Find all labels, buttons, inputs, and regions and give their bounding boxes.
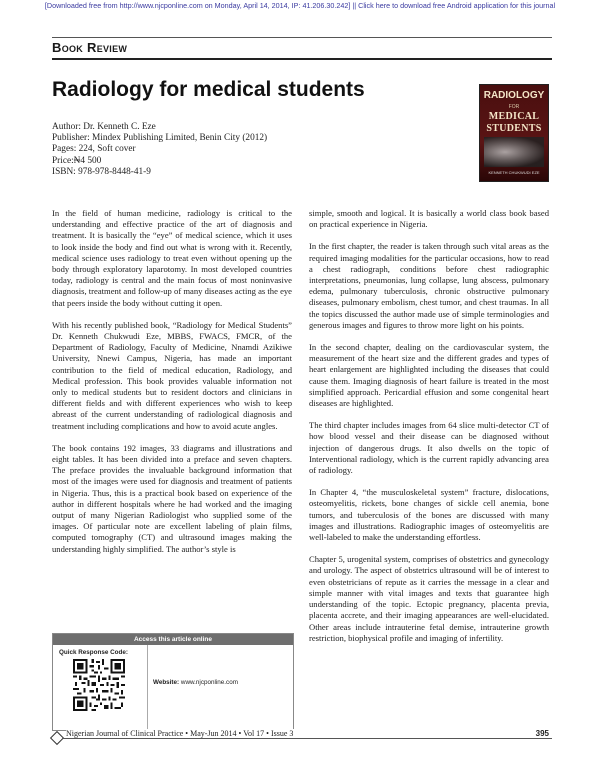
paragraph: In the second chapter, dealing on the cardiovascular system, the measurement of the heart size and the different grades and types of heart enlargement are highlighted including the diseases that could cause them. Imaging diagnosis of heart failure is treated in the most simplified approach. Pericardial effusion and some congenital heart diseases are highlighted. bbox=[309, 342, 549, 409]
cover-line-1: RADIOLOGY bbox=[483, 90, 545, 101]
access-article-box bbox=[52, 633, 294, 731]
book-cover-image bbox=[479, 84, 549, 182]
footer-journal-info: Nigerian Journal of Clinical Practice • May-Jun 2014 • Vol 17 • Issue 3 bbox=[66, 729, 297, 738]
section-label: Book Review bbox=[52, 40, 128, 55]
cover-line-4: STUDENTS bbox=[486, 123, 542, 134]
body-column-right bbox=[309, 208, 549, 655]
paragraph: In Chapter 4, “the musculoskeletal system” fracture, dislocations, osteomyelitis, rickets, bone changes of sickle cell anemia, bone tumors, and tuberculosis of the bones are discussed with many images and illustrations. Radiographic images of osteomyelitis are well-labeled to make the understanding effortless. bbox=[309, 487, 549, 543]
paragraph: In the first chapter, the reader is taken through such vital areas as the required imaging modalities for the particular occasions, how to read a chest radiograph, conditions before chest radiographic interpretations, pneumonias, lung collapse, lung abscess, pulmonary edema, pulmonary tuberculosis, chronic obstructive pulmonary diseases, pulmonary embolism, chest tumor, and chest traumas. In all the topics discussed the author made use of simple terminologies and generous images and figures to throw more light on his points. bbox=[309, 241, 549, 330]
meta-price: Price:₦4 500 bbox=[52, 155, 102, 166]
book-metadata bbox=[52, 122, 267, 178]
paragraph: In the field of human medicine, radiology is critical to the understanding and effective practice of the art of diagnosis and treatment. It is basically the “eye” of medical science, which it uses to look inside the body and find out what is wrong with it. Recently, medical science uses radiology to treat even without opening up the body through exploratory laparotomy. In most developed countries today, radiology is central and the main focus of most noninvasive diagnosis, treatment and follow-up of many diseases acting as the eye that peers inside the body without cutting it open. bbox=[52, 208, 292, 308]
cover-author: KENNETH CHUKWUDI EZE bbox=[488, 170, 540, 175]
access-box-header: Access this article online bbox=[53, 634, 293, 645]
website-url-link[interactable]: www.njcponline.com bbox=[180, 679, 238, 686]
paragraph: The book contains 192 images, 33 diagrams and illustrations and eight tables. It has been divided into a preface and seven chapters. The preface provides the invaluable background information that most of the images were used for diagnosis and treatment of patients in Nigeria. Thus, this is a practical book based on experience of the author in different hospitals where he had worked and the imaging output of many Nigerian Radiologist who supplied some of the images. Of particular note are excellent labeling of plain films, computed tomography (CT) and ultrasound images making the understanding highly simplified. The author’s style is bbox=[52, 442, 292, 554]
cover-xray-image bbox=[484, 137, 544, 167]
meta-isbn: ISBN: 978-978-8448-41-9 bbox=[52, 166, 151, 177]
paragraph: With his recently published book, “Radiology for Medical Students” Dr. Kenneth Chukwudi Eze, MBBS, FWACS, FMCR, of the Department of Radiology, Faculty of Medicine, Nnamdi Azikiwe University, Nnewi Campus, Nigeria, has made an important contribution to the field of medical education, Radiology, and Medical profession. This book provides valuable information not only to medical students but to resident doctors and clinicians in different fields and with different experiences who wish to keep abreast of the current understanding of radiological diagnosis and treatment including complications and how to avoid acute angles. bbox=[52, 319, 292, 431]
section-rule-bottom bbox=[52, 58, 552, 60]
qr-label: Quick Response Code: bbox=[59, 649, 128, 656]
access-box-divider bbox=[147, 645, 148, 730]
paragraph: The third chapter includes images from 64 slice multi-detector CT of how blood vessel and their disease can be diagnosed without injection of dangerous drugs. It also dwells on the topic of Interventional radiology, which is the current rapidly advancing area of radiology. bbox=[309, 420, 549, 476]
qr-code-icon[interactable] bbox=[73, 659, 125, 711]
article-title: Radiology for medical students bbox=[52, 78, 365, 101]
cover-line-2: FOR bbox=[508, 104, 520, 110]
footer-page-number: 395 bbox=[523, 729, 549, 738]
body-column-left bbox=[52, 208, 292, 566]
meta-pages: Pages: 224, Soft cover bbox=[52, 144, 136, 155]
paragraph: simple, smooth and logical. It is basically a world class book based on practical experience in Nigeria. bbox=[309, 208, 549, 230]
download-banner-link[interactable]: [Downloaded free from http://www.njcponline.com on Monday, April 14, 2014, IP: 41.206.30.242] || Click here to download free Android application for this journal bbox=[44, 1, 556, 10]
paragraph: Chapter 5, urogenital system, comprises of obstetrics and gynecology and urology. The aspect of obstetrics ultrasound will be of interest to even obstetricians of repute as it carries the message in a clear and simple manner with vital images and texts that guarantee high understanding of the topic. Ectopic pregnancy, placenta previa, placenta accrete, and their imaging appearances are well-elucidated. Other areas include intrauterine fetal demise, intrauterine growth restriction, biophysical profile and imaging of infertility. bbox=[309, 554, 549, 643]
meta-publisher: Publisher: Mindex Publishing Limited, Benin City (2012) bbox=[52, 133, 268, 144]
website-label: Website: bbox=[153, 679, 180, 686]
footer-rule bbox=[52, 738, 552, 739]
footer-diamond-icon bbox=[50, 731, 64, 745]
meta-author: Author: Dr. Kenneth C. Eze bbox=[52, 122, 156, 132]
section-rule-top bbox=[52, 37, 552, 38]
cover-line-3: MEDICAL bbox=[488, 111, 540, 122]
website-line bbox=[153, 679, 238, 686]
